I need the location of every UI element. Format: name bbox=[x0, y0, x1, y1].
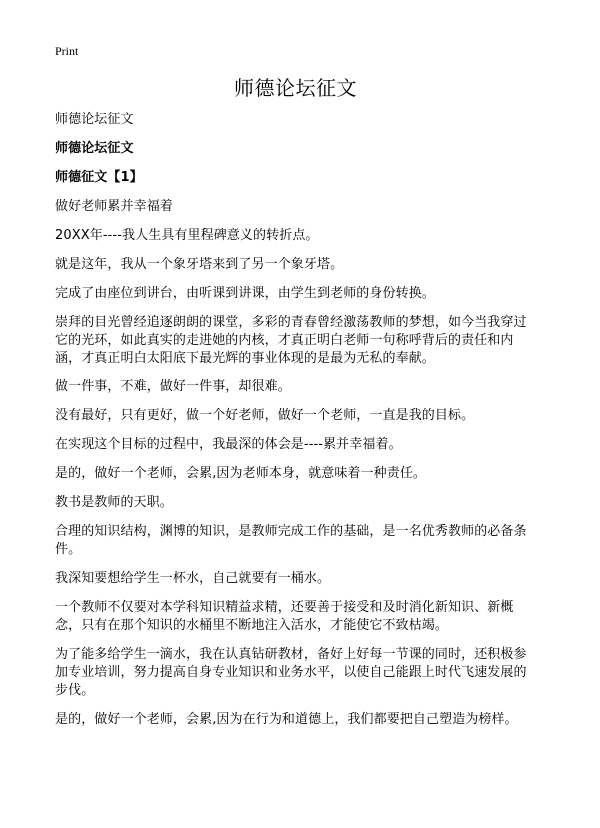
paragraph: 为了能多给学生一滴水，我在认真钻研教材，备好上好每一节课的同时，还积极参加专业培训，努力提高自身专业知识和业务水平，以使自己能跟上时代飞速发展的步伐。 bbox=[55, 647, 527, 698]
paragraph: 20XX年----我人生具有里程碑意义的转折点。 bbox=[55, 228, 319, 243]
paragraph: 一个教师不仅要对本学科知识精益求精，还要善于接受和及时消化新知识、新概念，只有在那个知识的水桶里不断地注入活水，才能使它不致枯竭。 bbox=[55, 600, 514, 633]
paragraph: 是的，做好一个老师，会累,因为老师本身，就意味着一种责任。 bbox=[55, 466, 427, 481]
paragraph: 没有最好，只有更好，做一个好老师，做好一个老师，一直是我的目标。 bbox=[55, 408, 475, 423]
section-heading: 师德征文【1】 bbox=[55, 170, 143, 185]
paragraph: 在实现这个目标的过程中，我最深的体会是----累并幸福着。 bbox=[55, 437, 402, 452]
print-link[interactable]: Print bbox=[55, 44, 79, 58]
paragraph: 是的，做好一个老师，会累,因为在行为和道德上，我们都要把自己塑造为榜样。 bbox=[55, 712, 518, 727]
document-title: 师德论坛征文 bbox=[234, 76, 357, 100]
paragraph: 做一件事，不难，做好一件事，却很难。 bbox=[55, 379, 291, 394]
paragraph: 就是这年，我从一个象牙塔来到了另一个象牙塔。 bbox=[55, 257, 344, 272]
paragraph: 做好老师累并幸福着 bbox=[55, 199, 173, 214]
paragraph: 合理的知识结构，渊博的知识，是教师完成工作的基础，是一名优秀教师的必备条件。 bbox=[55, 524, 527, 557]
paragraph: 师德论坛征文 bbox=[55, 112, 134, 127]
paragraph: 我深知要想给学生一杯水，自己就要有一桶水。 bbox=[55, 571, 331, 586]
paragraph: 教书是教师的天职。 bbox=[55, 495, 173, 510]
section-heading: 师德论坛征文 bbox=[55, 141, 134, 156]
paragraph: 完成了由座位到讲台，由听课到讲课，由学生到老师的身份转换。 bbox=[55, 286, 435, 301]
paragraph: 崇拜的目光曾经追逐朗朗的课堂，多彩的青春曾经激荡教师的梦想，如今当我穿过它的光环，如此真实的走进她的内核，才真正明白老师一句称呼背后的责任和内涵，才真正明白太阳底下最光辉的事业体现的是最为无私的奉献。 bbox=[55, 315, 527, 366]
